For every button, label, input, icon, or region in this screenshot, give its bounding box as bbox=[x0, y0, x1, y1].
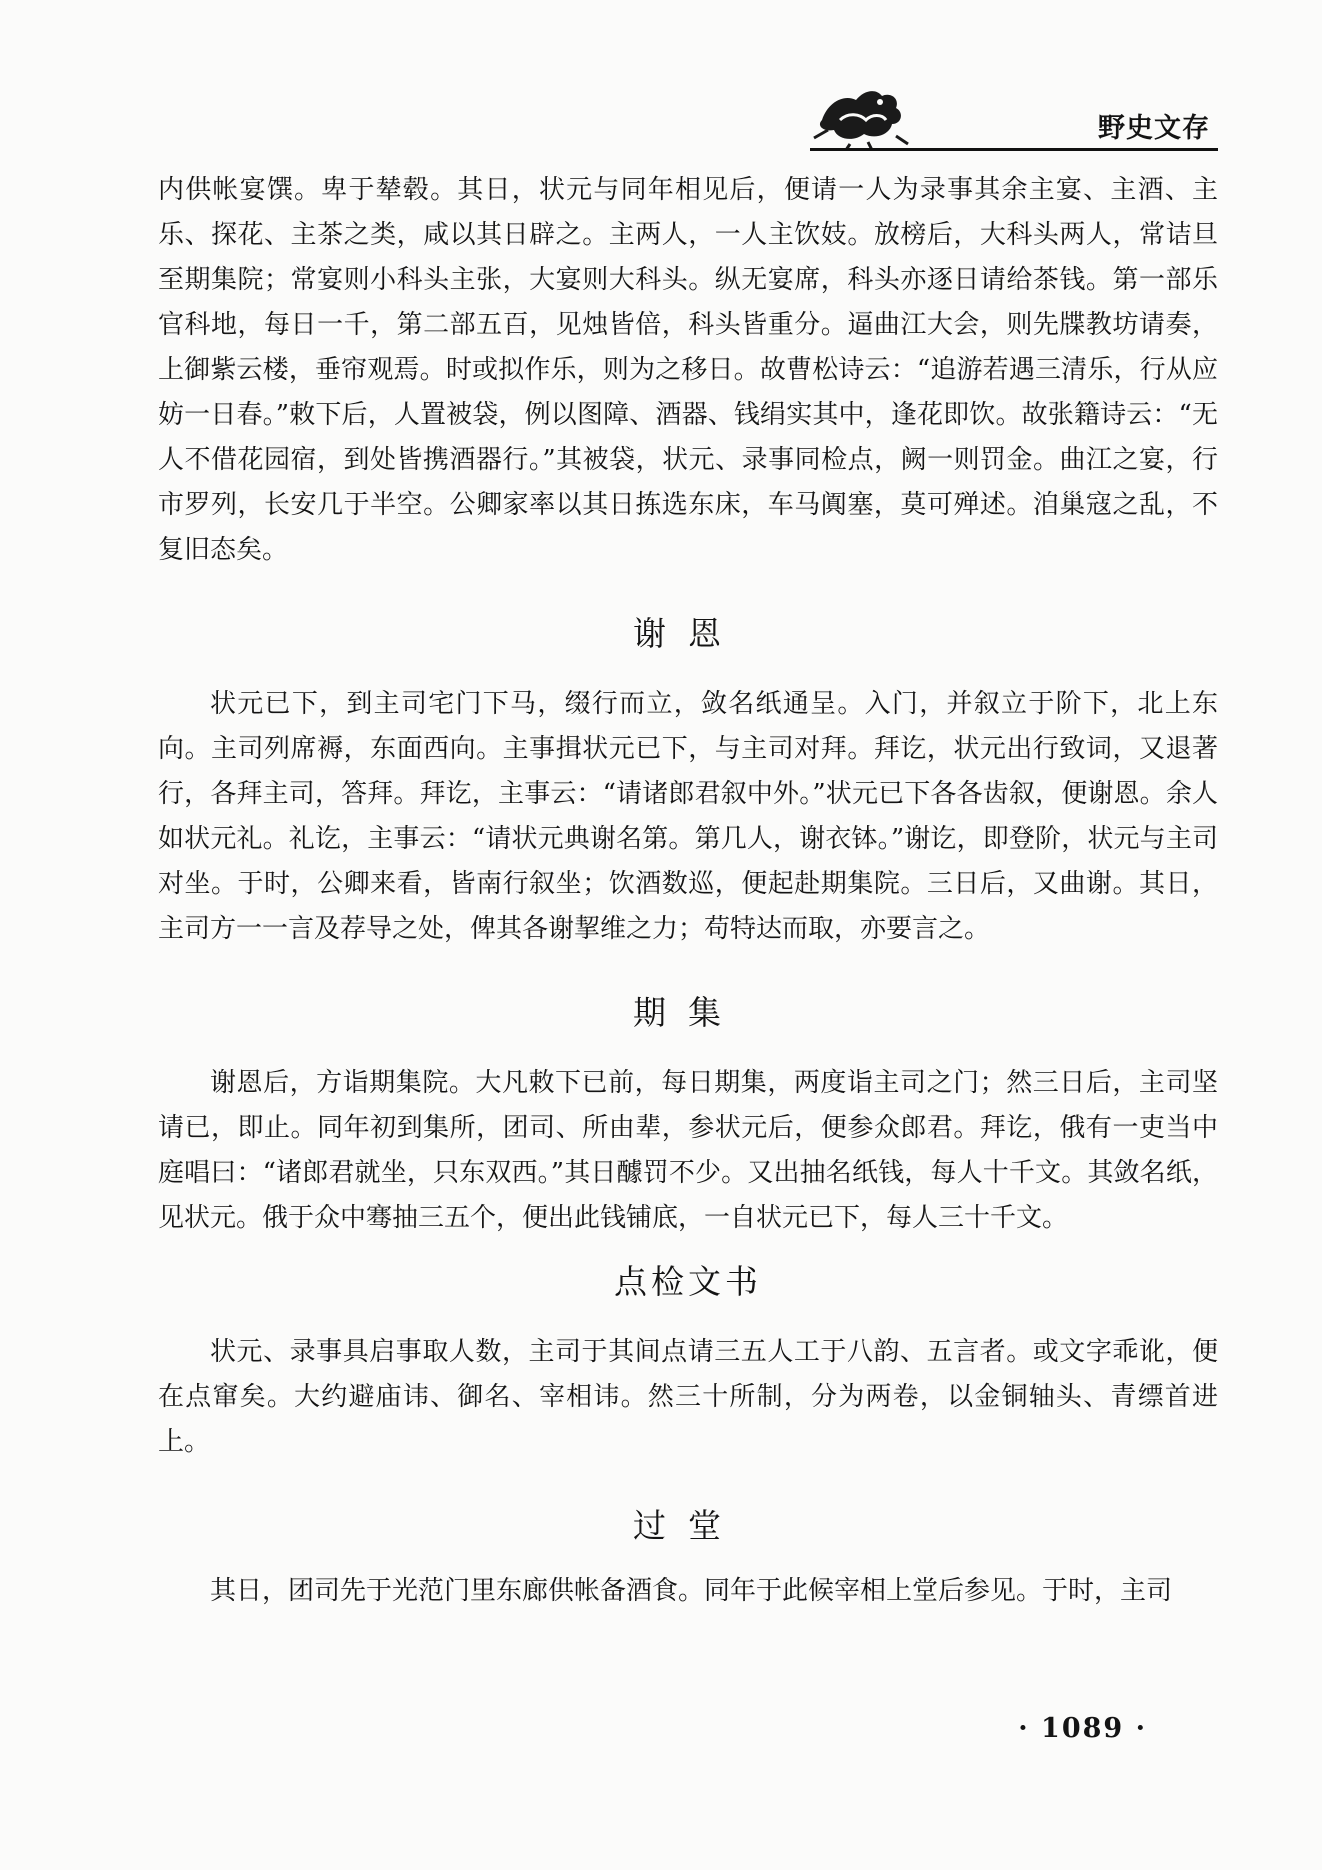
heading-guo-tang: 过堂 bbox=[633, 1506, 743, 1545]
paragraph-guo-tang: 其日，团司先于光范门里东廊供帐备酒食。同年于此候宰相上堂后参见。于时，主司 bbox=[210, 1576, 1173, 1606]
dragon-emblem-icon bbox=[810, 80, 910, 150]
heading-xie-en: 谢恩 bbox=[633, 614, 743, 653]
header-title: 野史文存 bbox=[1098, 113, 1210, 144]
paragraph-xie-en: 状元已下，到主司宅门下马，缀行而立，敛名纸通呈。入门，并叙立于阶下，北上东向。主司列席褥，东面西向。主事揖状元已下，与主司对拜。拜讫，状元出行致词，又退著行，各拜主司，答拜。拜讫，主事云：“请诸郎君叙中外。”状元已下各各齿叙，便谢恩。余人如状元礼。礼讫，主事云：“请状元典谢名第。第几人，谢衣钵。”谢讫，即登阶，状元与主司对坐。于时，公卿来看，皆南行叙坐；饮酒数巡，便起赴期集院。三日后，又曲谢。其日，主司方一一言及荐导之处，俾其各谢挈维之力；苟特达而取，亦要言之。 bbox=[158, 689, 1218, 944]
running-header bbox=[810, 80, 1218, 152]
page-number: · 1089 · bbox=[1018, 1713, 1147, 1744]
heading-qi-ji: 期集 bbox=[633, 993, 743, 1032]
paragraph-continued: 内供帐宴馔。卑于辇毂。其日，状元与同年相见后，便请一人为录事其余主宴、主酒、主乐、探花、主茶之类，咸以其日辟之。主两人，一人主饮妓。放榜后，大科头两人，常诘旦至期集院；常宴则小科头主张，大宴则大科头。纵无宴席，科头亦逐日请给茶钱。第一部乐官科地，每日一千，第二部五百，见烛皆倍，科头皆重分。逼曲江大会，则先牒教坊请奏，上御紫云楼，垂帘观焉。时或拟作乐，则为之移日。故曹松诗云：“追游若遇三清乐，行从应妨一日春。”敕下后，人置被袋，例以图障、酒器、钱绢实其中，逢花即饮。故张籍诗云：“无人不借花园宿，到处皆携酒器行。”其被袋，状元、录事同检点，阙一则罚金。曲江之宴，行市罗列，长安几于半空。公卿家率以其日拣选东床，车马阗塞，莫可殚述。洎巢寇之乱，不复旧态矣。 bbox=[158, 175, 1218, 565]
header-rule bbox=[810, 148, 1218, 151]
paragraph-dian-jian-wen-shu: 状元、录事具启事取人数，主司于其间点请三五人工于八韵、五言者。或文字乖讹，便在点窜矣。大约避庙讳、御名、宰相讳。然三十所制，分为两卷，以金铜轴头、青缥首进上。 bbox=[158, 1337, 1218, 1457]
paragraph-qi-ji: 谢恩后，方诣期集院。大凡敕下已前，每日期集，两度诣主司之门；然三日后，主司坚请已，即止。同年初到集所，团司、所由辈，参状元后，便参众郎君。拜讫，俄有一吏当中庭唱曰：“诸郎君就坐，只东双西。”其日醵罚不少。又出抽名纸钱，每人十千文。其敛名纸，见状元。俄于众中骞抽三五个，便出此钱铺底，一自状元已下，每人三十千文。 bbox=[158, 1068, 1218, 1233]
page-body bbox=[158, 168, 1218, 1614]
heading-dian-jian-wen-shu: 点检文书 bbox=[614, 1262, 762, 1301]
